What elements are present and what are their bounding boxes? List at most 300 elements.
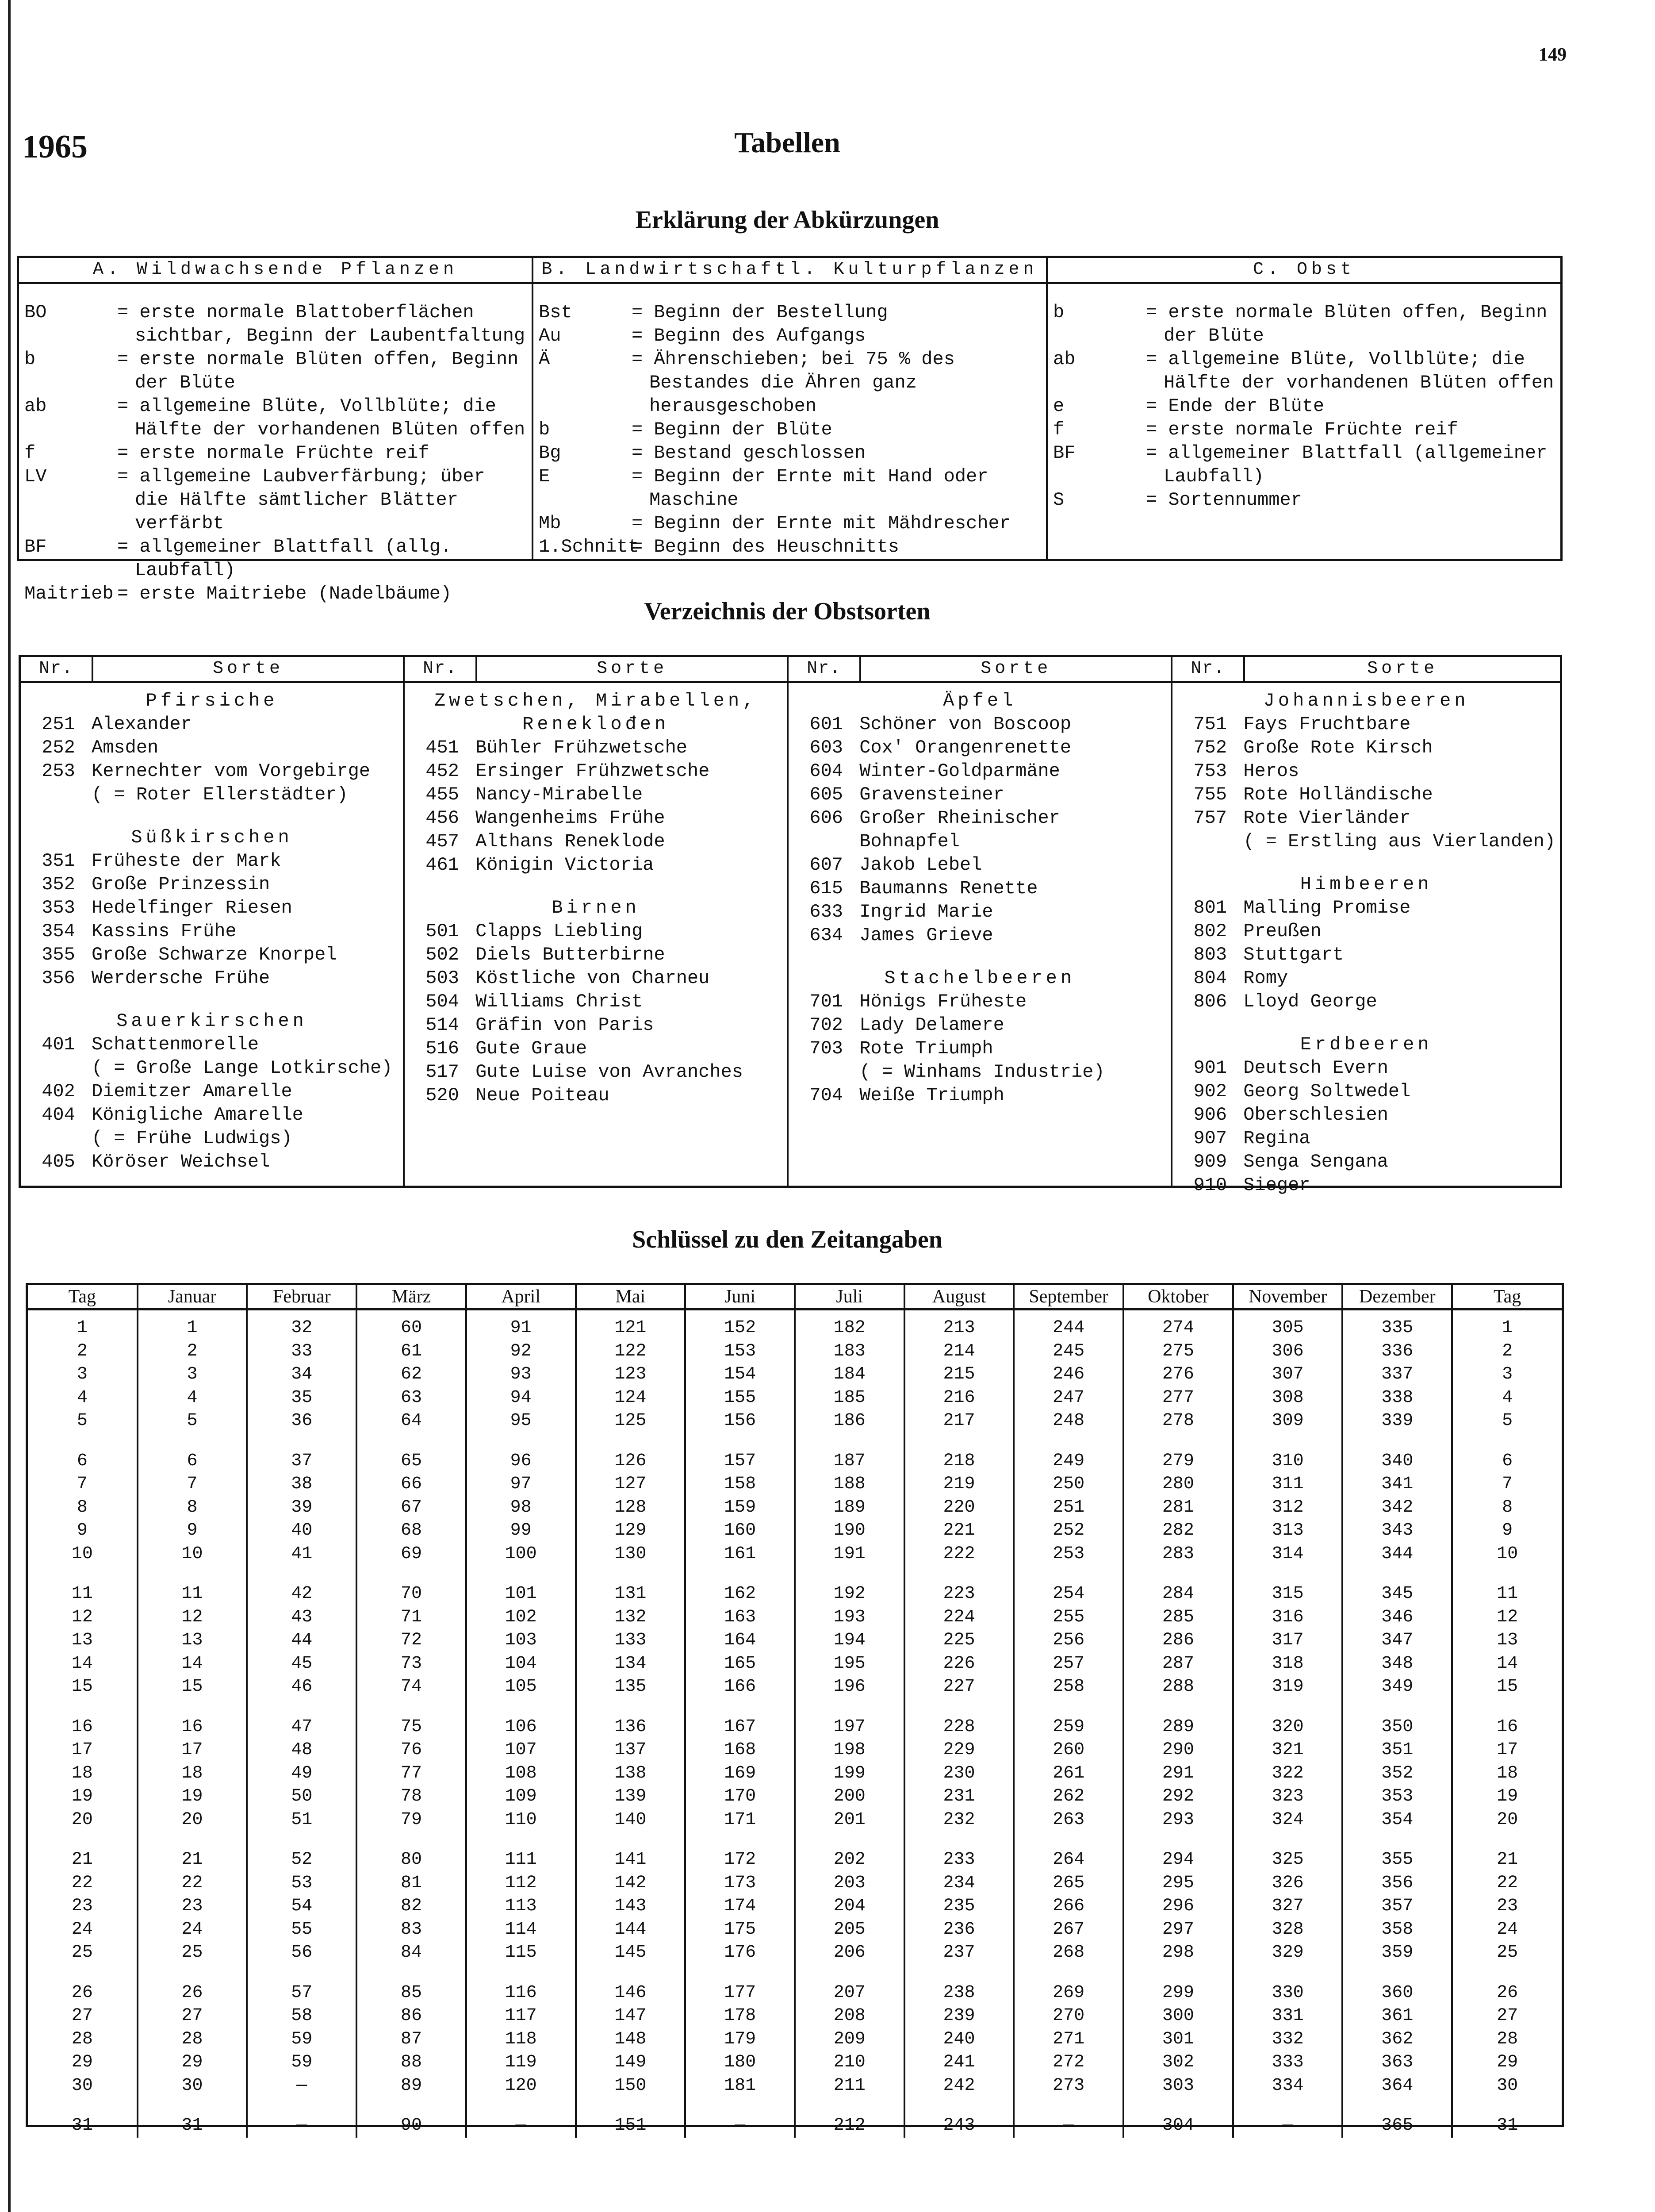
calendar-cell: 353 bbox=[1342, 1785, 1452, 1809]
calendar-row bbox=[28, 1433, 1562, 1473]
calendar-cell: 268 bbox=[1014, 1941, 1123, 1965]
fruit-number: 615 bbox=[809, 878, 843, 899]
fruit-group bbox=[793, 689, 1166, 947]
calendar-cell: 88 bbox=[356, 2051, 466, 2074]
calendar-cell: 251 bbox=[1014, 1496, 1123, 1520]
calendar-cell: 314 bbox=[1233, 1543, 1343, 1566]
calendar-cell: 143 bbox=[576, 1895, 686, 1918]
calendar-cell: 24 bbox=[138, 1918, 247, 1942]
fruit-column-body bbox=[789, 683, 1171, 1107]
calendar-cell: 12 bbox=[1497, 1607, 1518, 1627]
calendar-cell: 39 bbox=[247, 1496, 356, 1520]
calendar-cell: 19 bbox=[28, 1785, 138, 1809]
calendar-cell: 20 bbox=[138, 1809, 247, 1832]
fruit-column-header bbox=[1172, 657, 1560, 683]
fruit-number: 633 bbox=[809, 901, 843, 922]
fruit-number: 909 bbox=[1193, 1151, 1227, 1172]
calendar-cell: 220 bbox=[904, 1496, 1014, 1520]
calendar-cell: 344 bbox=[1342, 1543, 1452, 1566]
calendar-row bbox=[28, 2028, 1562, 2051]
calendar-cell: 224 bbox=[904, 1606, 1014, 1629]
calendar-cell: 37 bbox=[247, 1433, 356, 1473]
fruit-row bbox=[1177, 990, 1555, 1014]
calendar-cell: 24 bbox=[1497, 1919, 1518, 1939]
calendar-cell: 346 bbox=[1342, 1606, 1452, 1629]
calendar-cell: 221 bbox=[904, 1519, 1014, 1543]
calendar-cell: 155 bbox=[685, 1386, 795, 1410]
fruit-row bbox=[1177, 1080, 1555, 1103]
calendar-cell: 306 bbox=[1233, 1340, 1343, 1363]
page-number: 149 bbox=[1539, 45, 1567, 65]
fruit-row bbox=[409, 1014, 782, 1037]
calendar-cell: 129 bbox=[576, 1519, 686, 1543]
fruit-row bbox=[1177, 1174, 1555, 1197]
calendar-cell: 60 bbox=[356, 1310, 466, 1340]
calendar-cell: 244 bbox=[1014, 1310, 1123, 1340]
calendar-cell: 180 bbox=[685, 2051, 795, 2074]
calendar-cell: 57 bbox=[247, 1965, 356, 2005]
abbr-row bbox=[539, 465, 1041, 512]
abbr-value: = Beginn der Ernte mit Mähdrescher bbox=[632, 513, 1011, 534]
calendar-cell: 5 bbox=[138, 1409, 247, 1433]
calendar-cell: 7 bbox=[138, 1473, 247, 1496]
calendar-row bbox=[28, 2097, 1562, 2138]
calendar-cell: 174 bbox=[685, 1895, 795, 1918]
fruit-row bbox=[1177, 896, 1555, 920]
calendar-cell: 264 bbox=[1014, 1832, 1123, 1872]
fruit-row bbox=[409, 1037, 782, 1060]
calendar-cell: 288 bbox=[1123, 1675, 1233, 1699]
fruit-group-title: Pfirsiche bbox=[146, 690, 278, 711]
calendar-cell: 52 bbox=[247, 1832, 356, 1872]
calendar-cell: 347 bbox=[1342, 1629, 1452, 1652]
fruit-number: 703 bbox=[809, 1038, 843, 1059]
calendar-cell: 81 bbox=[356, 1872, 466, 1895]
calendar-cell: 255 bbox=[1014, 1606, 1123, 1629]
calendar-cell: 159 bbox=[685, 1496, 795, 1520]
fruit-number: 502 bbox=[425, 944, 459, 965]
fruit-column bbox=[405, 657, 789, 1186]
calendar-cell: 253 bbox=[1014, 1543, 1123, 1566]
fruit-number bbox=[793, 830, 859, 853]
calendar-column-header: September bbox=[1014, 1285, 1123, 1310]
calendar-cell: 292 bbox=[1123, 1785, 1233, 1809]
calendar-cell: 13 bbox=[28, 1629, 138, 1652]
calendar-cell: 16 bbox=[138, 1699, 247, 1739]
calendar-cell: 41 bbox=[247, 1543, 356, 1566]
calendar-cell: 15 bbox=[28, 1675, 138, 1699]
calendar-key-table bbox=[26, 1283, 1564, 2136]
fruit-variety: ( = Große Lange Lotkirsche) bbox=[92, 1057, 393, 1079]
fruit-variety: Preußen bbox=[1243, 921, 1322, 942]
calendar-column-header: Juni bbox=[685, 1285, 795, 1310]
abbreviations-table bbox=[17, 256, 1563, 604]
calendar-cell: 236 bbox=[904, 1918, 1014, 1942]
calendar-cell: 28 bbox=[138, 2028, 247, 2051]
fruit-number: 516 bbox=[425, 1038, 459, 1059]
fruit-group-title: Zwetschen, Mirabellen, Reneklođen bbox=[434, 690, 758, 735]
calendar-cell: 25 bbox=[1497, 1943, 1518, 1963]
calendar-cell: 69 bbox=[356, 1543, 466, 1566]
calendar-cell: 8 bbox=[28, 1496, 138, 1520]
fruit-row bbox=[25, 1080, 398, 1103]
fruit-row bbox=[1177, 760, 1555, 783]
calendar-cell: 114 bbox=[466, 1918, 576, 1942]
calendar-cell: 237 bbox=[904, 1941, 1014, 1965]
fruit-variety: Bühler Frühzwetsche bbox=[475, 737, 687, 758]
calendar-cell: 111 bbox=[466, 1832, 576, 1872]
calendar-cell: 68 bbox=[356, 1519, 466, 1543]
calendar-cell: 249 bbox=[1014, 1433, 1123, 1473]
calendar-cell: 345 bbox=[1342, 1566, 1452, 1606]
abbr-key: Au bbox=[539, 325, 561, 346]
calendar-cell: 239 bbox=[904, 2005, 1014, 2028]
calendar-cell: 252 bbox=[1014, 1519, 1123, 1543]
calendar-cell: 137 bbox=[576, 1739, 686, 1762]
calendar-row bbox=[28, 2074, 1562, 2098]
calendar-cell: 4 bbox=[1502, 1387, 1513, 1408]
calendar-cell: 283 bbox=[1123, 1543, 1233, 1566]
fruit-row bbox=[793, 924, 1166, 947]
abbr-row bbox=[24, 535, 526, 582]
fruit-variety: Schattenmorelle bbox=[92, 1034, 259, 1055]
abbr-value: = allgemeine Laubverfärbung; über die Hälfte sämtlicher Blätter verfärbt bbox=[117, 466, 485, 534]
fruit-number: 514 bbox=[425, 1014, 459, 1036]
calendar-cell: 358 bbox=[1342, 1918, 1452, 1942]
calendar-cell: 27 bbox=[138, 2005, 247, 2028]
calendar-cell: 277 bbox=[1123, 1386, 1233, 1410]
calendar-cell: 188 bbox=[795, 1473, 904, 1496]
abbr-value: = erste normale Früchte reif bbox=[117, 442, 429, 464]
calendar-cell: 258 bbox=[1014, 1675, 1123, 1699]
calendar-cell: 1 bbox=[28, 1310, 138, 1340]
abbr-column-body bbox=[533, 284, 1046, 559]
calendar-cell: 273 bbox=[1014, 2074, 1123, 2098]
abbr-key: b bbox=[24, 349, 36, 370]
calendar-cell: 28 bbox=[28, 2028, 138, 2051]
calendar-cell: 319 bbox=[1233, 1675, 1343, 1699]
calendar-column-header: Tag bbox=[1452, 1285, 1562, 1310]
fruit-number: 253 bbox=[42, 760, 75, 782]
fruit-variety: Fays Fruchtbare bbox=[1243, 714, 1411, 735]
calendar-cell: 313 bbox=[1233, 1519, 1343, 1543]
calendar-cell: 215 bbox=[904, 1363, 1014, 1386]
fruit-row bbox=[793, 900, 1166, 924]
calendar-cell: 241 bbox=[904, 2051, 1014, 2074]
abbr-row bbox=[24, 348, 526, 395]
calendar-cell: 87 bbox=[356, 2028, 466, 2051]
calendar-cell: 8 bbox=[138, 1496, 247, 1520]
calendar-cell: 8 bbox=[1502, 1497, 1513, 1517]
fruit-number: 902 bbox=[1193, 1081, 1227, 1102]
abbr-key: b bbox=[1053, 302, 1065, 323]
calendar-cell: 193 bbox=[795, 1606, 904, 1629]
calendar-cell: 22 bbox=[28, 1872, 138, 1895]
calendar-cell: 26 bbox=[28, 1965, 138, 2005]
fruit-row bbox=[1177, 920, 1555, 943]
calendar-cell: 21 bbox=[138, 1832, 247, 1872]
calendar-cell: 17 bbox=[1497, 1740, 1518, 1760]
calendar-row bbox=[28, 1519, 1562, 1543]
calendar-cell: 202 bbox=[795, 1832, 904, 1872]
calendar-cell: 95 bbox=[466, 1409, 576, 1433]
fruit-number bbox=[793, 1060, 859, 1084]
fruit-variety: Gute Luise von Avranches bbox=[475, 1061, 743, 1083]
calendar-row bbox=[28, 1409, 1562, 1433]
calendar-cell: 14 bbox=[1497, 1653, 1518, 1674]
fruit-column bbox=[789, 657, 1172, 1186]
calendar-cell: 335 bbox=[1342, 1310, 1452, 1340]
calendar-cell: 325 bbox=[1233, 1832, 1343, 1872]
calendar-cell: 327 bbox=[1233, 1895, 1343, 1918]
fruit-number bbox=[25, 1056, 92, 1080]
calendar-cell: 148 bbox=[576, 2028, 686, 2051]
calendar-cell: 6 bbox=[138, 1433, 247, 1473]
calendar-cell: 189 bbox=[795, 1496, 904, 1520]
abbr-key: f bbox=[24, 442, 36, 464]
calendar-cell: 171 bbox=[685, 1809, 795, 1832]
fruit-row bbox=[25, 1127, 398, 1150]
fruit-group bbox=[409, 689, 782, 877]
calendar-cell: 108 bbox=[466, 1762, 576, 1786]
abbr-row bbox=[1053, 395, 1555, 418]
calendar-cell: 142 bbox=[576, 1872, 686, 1895]
calendar-cell: 118 bbox=[466, 2028, 576, 2051]
fruit-row bbox=[25, 896, 398, 920]
calendar-cell: 73 bbox=[356, 1652, 466, 1676]
calendar-cell: 82 bbox=[356, 1895, 466, 1918]
calendar-cell: 14 bbox=[28, 1652, 138, 1676]
calendar-row bbox=[28, 1629, 1562, 1652]
calendar-cell: 10 bbox=[28, 1543, 138, 1566]
calendar-cell: 40 bbox=[247, 1519, 356, 1543]
calendar-row bbox=[28, 1340, 1562, 1363]
fruit-variety: ( = Winhams Industrie) bbox=[859, 1061, 1105, 1083]
abbr-row bbox=[24, 395, 526, 442]
calendar-cell: 126 bbox=[576, 1433, 686, 1473]
calendar-cell: — bbox=[685, 2097, 795, 2138]
calendar-cell: 303 bbox=[1123, 2074, 1233, 2098]
abbr-key: 1.Schnitt bbox=[539, 536, 639, 557]
calendar-cell: 357 bbox=[1342, 1895, 1452, 1918]
abbr-key: Mb bbox=[539, 513, 561, 534]
calendar-cell: 103 bbox=[466, 1629, 576, 1652]
fruit-variety: Hedelfinger Riesen bbox=[92, 897, 292, 918]
calendar-cell: 311 bbox=[1233, 1473, 1343, 1496]
fruit-variety: Schöner von Boscoop bbox=[859, 714, 1072, 735]
fruit-variety: Althans Reneklode bbox=[475, 831, 665, 852]
calendar-column-header: August bbox=[904, 1285, 1014, 1310]
calendar-cell: 195 bbox=[795, 1652, 904, 1676]
fruit-row bbox=[409, 943, 782, 967]
fruit-group-title: Süßkirschen bbox=[131, 827, 293, 848]
calendar-cell: 67 bbox=[356, 1496, 466, 1520]
calendar-cell: 262 bbox=[1014, 1785, 1123, 1809]
fruit-variety: Baumanns Renette bbox=[859, 878, 1038, 899]
calendar-cell: 150 bbox=[576, 2074, 686, 2098]
fruit-variety: Neue Poiteau bbox=[475, 1085, 609, 1106]
abbr-value: = Beginn des Aufgangs bbox=[632, 325, 866, 346]
fruit-column bbox=[1172, 657, 1560, 1196]
calendar-cell: 286 bbox=[1123, 1629, 1233, 1652]
calendar-cell: 21 bbox=[28, 1832, 138, 1872]
calendar-cell: — bbox=[1233, 2097, 1343, 2138]
calendar-row bbox=[28, 1363, 1562, 1386]
calendar-cell: 276 bbox=[1123, 1363, 1233, 1386]
calendar-cell: 337 bbox=[1342, 1363, 1452, 1386]
calendar-cell: 22 bbox=[1497, 1873, 1518, 1893]
calendar-cell: 93 bbox=[466, 1363, 576, 1386]
calendar-cell: 294 bbox=[1123, 1832, 1233, 1872]
calendar-cell: 225 bbox=[904, 1629, 1014, 1652]
abbr-value: = Beginn des Heuschnitts bbox=[632, 536, 899, 557]
fruit-variety: Große Prinzessin bbox=[92, 874, 270, 895]
calendar-cell: 350 bbox=[1342, 1699, 1452, 1739]
calendar-cell: 334 bbox=[1233, 2074, 1343, 2098]
calendar-cell: 210 bbox=[795, 2051, 904, 2074]
calendar-cell: 134 bbox=[576, 1652, 686, 1676]
calendar-cell: 64 bbox=[356, 1409, 466, 1433]
fruit-number: 356 bbox=[42, 968, 75, 989]
calendar-cell: 274 bbox=[1123, 1310, 1233, 1340]
calendar-row bbox=[28, 1652, 1562, 1676]
fruit-row bbox=[1177, 783, 1555, 806]
calendar-cell: 331 bbox=[1233, 2005, 1343, 2028]
calendar-cell: 20 bbox=[1497, 1809, 1518, 1830]
calendar-cell: 317 bbox=[1233, 1629, 1343, 1652]
calendar-cell: 100 bbox=[466, 1543, 576, 1566]
fruit-variety: Kernechter vom Vorgebirge bbox=[92, 760, 371, 782]
fruit-variety: Gräfin von Paris bbox=[475, 1014, 654, 1036]
calendar-cell: 259 bbox=[1014, 1699, 1123, 1739]
fruit-row bbox=[793, 990, 1166, 1014]
fruit-variety: ( = Frühe Ludwigs) bbox=[92, 1128, 292, 1149]
fruit-number: 606 bbox=[809, 807, 843, 829]
calendar-cell: 22 bbox=[138, 1872, 247, 1895]
calendar-cell: 164 bbox=[685, 1629, 795, 1652]
calendar-cell: 172 bbox=[685, 1832, 795, 1872]
page-title: Tabellen bbox=[734, 127, 840, 159]
calendar-cell: 229 bbox=[904, 1739, 1014, 1762]
calendar-cell: 235 bbox=[904, 1895, 1014, 1918]
calendar-cell: 282 bbox=[1123, 1519, 1233, 1543]
calendar-cell: 231 bbox=[904, 1785, 1014, 1809]
calendar-cell: 109 bbox=[466, 1785, 576, 1809]
abbr-value: = erste normale Blattoberflächen sichtbar, Beginn der Laubentfaltung bbox=[117, 302, 525, 346]
calendar-cell: 176 bbox=[685, 1941, 795, 1965]
calendar-cell: 238 bbox=[904, 1965, 1014, 2005]
calendar-cell: 54 bbox=[247, 1895, 356, 1918]
abbr-key: S bbox=[1053, 489, 1065, 511]
calendar-row bbox=[28, 2051, 1562, 2074]
calendar-cell: 187 bbox=[795, 1433, 904, 1473]
fruit-variety: Früheste der Mark bbox=[92, 850, 281, 872]
calendar-cell: 13 bbox=[1497, 1630, 1518, 1651]
calendar-cell: 78 bbox=[356, 1785, 466, 1809]
calendar-cell: 12 bbox=[28, 1606, 138, 1629]
calendar-cell: 349 bbox=[1342, 1675, 1452, 1699]
calendar-cell: 211 bbox=[795, 2074, 904, 2098]
fruit-group-title: Birnen bbox=[552, 897, 640, 918]
calendar-cell: 91 bbox=[466, 1310, 576, 1340]
calendar-cell: 13 bbox=[138, 1629, 247, 1652]
fruit-variety: Gute Graue bbox=[475, 1038, 587, 1059]
calendar-cell: 183 bbox=[795, 1340, 904, 1363]
abbr-row bbox=[1053, 442, 1555, 488]
calendar-cell: 169 bbox=[685, 1762, 795, 1786]
calendar-cell: 33 bbox=[247, 1340, 356, 1363]
calendar-cell: 242 bbox=[904, 2074, 1014, 2098]
calendar-cell: 38 bbox=[247, 1473, 356, 1496]
calendar-cell: 156 bbox=[685, 1409, 795, 1433]
fruit-row bbox=[25, 873, 398, 896]
fruit-group-title: Erdbeeren bbox=[1300, 1034, 1433, 1055]
fruit-group bbox=[25, 826, 398, 990]
abbr-row bbox=[539, 418, 1041, 442]
fruit-number: 801 bbox=[1193, 897, 1227, 918]
fruit-row bbox=[409, 760, 782, 783]
abbr-column bbox=[1048, 258, 1560, 559]
calendar-cell: 338 bbox=[1342, 1386, 1452, 1410]
calendar-cell: 178 bbox=[685, 2005, 795, 2028]
calendar-cell: 138 bbox=[576, 1762, 686, 1786]
calendar-cell: 59 bbox=[247, 2051, 356, 2074]
fruit-variety: ( = Roter Ellerstädter) bbox=[92, 784, 348, 805]
fruit-number: 355 bbox=[42, 944, 75, 965]
fruit-row bbox=[1177, 1127, 1555, 1150]
calendar-cell: 275 bbox=[1123, 1340, 1233, 1363]
fruit-row bbox=[25, 967, 398, 990]
fruit-row bbox=[409, 736, 782, 760]
calendar-cell: 170 bbox=[685, 1785, 795, 1809]
calendar-cell: 279 bbox=[1123, 1433, 1233, 1473]
calendar-cell: 218 bbox=[904, 1433, 1014, 1473]
calendar-cell: 85 bbox=[356, 1965, 466, 2005]
calendar-column-header: März bbox=[356, 1285, 466, 1310]
calendar-cell: 191 bbox=[795, 1543, 904, 1566]
calendar-cell: 157 bbox=[685, 1433, 795, 1473]
calendar-cell: 234 bbox=[904, 1872, 1014, 1895]
calendar-cell: 119 bbox=[466, 2051, 576, 2074]
fruit-row bbox=[25, 713, 398, 736]
calendar-cell: 240 bbox=[904, 2028, 1014, 2051]
calendar-cell: 15 bbox=[138, 1675, 247, 1699]
fruit-number: 504 bbox=[425, 991, 459, 1012]
fruit-row bbox=[25, 943, 398, 967]
calendar-cell: 131 bbox=[576, 1566, 686, 1606]
calendar-cell: 45 bbox=[247, 1652, 356, 1676]
calendar-cell: 302 bbox=[1123, 2051, 1233, 2074]
calendar-cell: 86 bbox=[356, 2005, 466, 2028]
fruit-number: 604 bbox=[809, 760, 843, 782]
fruit-column-header bbox=[789, 657, 1171, 683]
fruit-number: 607 bbox=[809, 854, 843, 876]
calendar-cell: 116 bbox=[466, 1965, 576, 2005]
calendar-body bbox=[28, 1310, 1562, 2138]
calendar-title: Schlüssel zu den Zeitangaben bbox=[632, 1226, 942, 1253]
calendar-cell: 199 bbox=[795, 1762, 904, 1786]
fruit-variety: Senga Sengana bbox=[1243, 1151, 1388, 1172]
fruit-number: 353 bbox=[42, 897, 75, 918]
calendar-cell: 222 bbox=[904, 1543, 1014, 1566]
fruit-group bbox=[1177, 1033, 1555, 1197]
calendar-cell: 351 bbox=[1342, 1739, 1452, 1762]
fruit-row bbox=[409, 1084, 782, 1107]
calendar-cell: 97 bbox=[466, 1473, 576, 1496]
calendar-cell: 301 bbox=[1123, 2028, 1233, 2051]
calendar-cell: 140 bbox=[576, 1809, 686, 1832]
abbr-row bbox=[24, 442, 526, 465]
